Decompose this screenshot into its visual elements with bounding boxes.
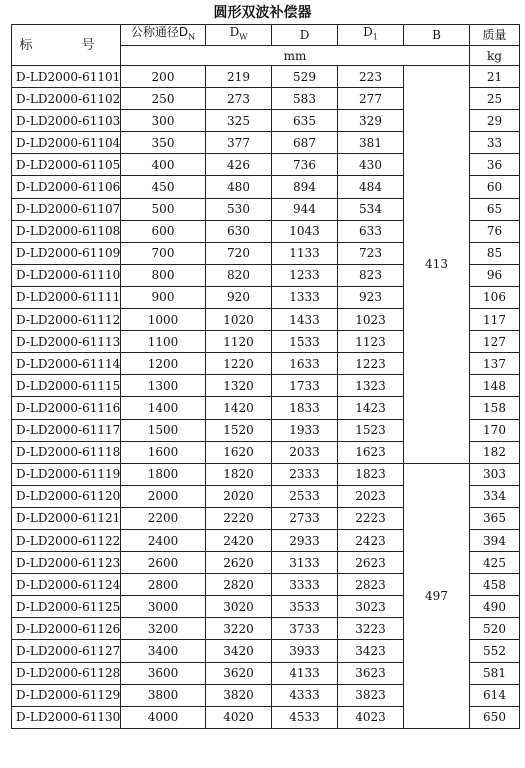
cell-d: 2333 [272, 463, 338, 485]
cell-d1: 3223 [338, 618, 404, 640]
cell-dw: 3620 [206, 662, 272, 684]
cell-dw: 1120 [206, 331, 272, 353]
cell-dw: 2220 [206, 507, 272, 529]
cell-dn: 1400 [121, 397, 206, 419]
cell-dn: 2200 [121, 507, 206, 529]
cell-dw: 4020 [206, 706, 272, 728]
cell-d1: 723 [338, 242, 404, 264]
cell-mass: 106 [470, 286, 520, 308]
cell-dw: 1420 [206, 397, 272, 419]
cell-d: 3333 [272, 574, 338, 596]
cell-d1: 381 [338, 132, 404, 154]
cell-mass: 65 [470, 198, 520, 220]
cell-d1: 2623 [338, 552, 404, 574]
cell-mass: 303 [470, 463, 520, 485]
cell-mass: 425 [470, 552, 520, 574]
cell-dw: 480 [206, 176, 272, 198]
cell-mark: D-LD2000-61101 [12, 66, 121, 88]
cell-dn: 1000 [121, 309, 206, 331]
cell-d: 687 [272, 132, 338, 154]
cell-d1: 329 [338, 110, 404, 132]
cell-mass: 25 [470, 88, 520, 110]
cell-dn: 300 [121, 110, 206, 132]
cell-mark: D-LD2000-61128 [12, 662, 121, 684]
cell-d1: 484 [338, 176, 404, 198]
cell-dw: 3820 [206, 684, 272, 706]
cell-dn: 2000 [121, 485, 206, 507]
cell-dw: 325 [206, 110, 272, 132]
cell-mass: 29 [470, 110, 520, 132]
cell-dw: 377 [206, 132, 272, 154]
cell-dw: 3420 [206, 640, 272, 662]
cell-d: 3133 [272, 552, 338, 574]
cell-dw: 426 [206, 154, 272, 176]
cell-dw: 820 [206, 264, 272, 286]
cell-dn: 600 [121, 220, 206, 242]
table-body [12, 66, 520, 729]
cell-mark: D-LD2000-61110 [12, 264, 121, 286]
cell-mark: D-LD2000-61129 [12, 684, 121, 706]
cell-d1: 2023 [338, 485, 404, 507]
cell-d1: 223 [338, 66, 404, 88]
cell-b-group: 497 [404, 463, 470, 728]
cell-d1: 2823 [338, 574, 404, 596]
cell-d: 1433 [272, 309, 338, 331]
cell-d: 1233 [272, 264, 338, 286]
cell-mark: D-LD2000-61119 [12, 463, 121, 485]
cell-d: 2933 [272, 529, 338, 551]
cell-mass: 650 [470, 706, 520, 728]
cell-d1: 3423 [338, 640, 404, 662]
header-dw: $D_W$ [206, 25, 272, 46]
cell-d1: 1023 [338, 309, 404, 331]
cell-mark: D-LD2000-61103 [12, 110, 121, 132]
cell-d: 2033 [272, 441, 338, 463]
cell-d1: 1223 [338, 353, 404, 375]
cell-d1: 3623 [338, 662, 404, 684]
cell-dn: 2600 [121, 552, 206, 574]
table-row [12, 66, 520, 88]
cell-d: 529 [272, 66, 338, 88]
cell-d1: 4023 [338, 706, 404, 728]
cell-dw: 530 [206, 198, 272, 220]
unit-kg: kg [470, 46, 520, 66]
cell-dn: 3400 [121, 640, 206, 662]
cell-d1: 2423 [338, 529, 404, 551]
cell-dw: 2420 [206, 529, 272, 551]
cell-d: 635 [272, 110, 338, 132]
cell-mark: D-LD2000-61106 [12, 176, 121, 198]
cell-mass: 458 [470, 574, 520, 596]
cell-d: 1043 [272, 220, 338, 242]
cell-mass: 96 [470, 264, 520, 286]
cell-dn: 700 [121, 242, 206, 264]
cell-mark: D-LD2000-61121 [12, 507, 121, 529]
cell-dn: 500 [121, 198, 206, 220]
cell-dw: 920 [206, 286, 272, 308]
cell-dw: 1620 [206, 441, 272, 463]
cell-dw: 1320 [206, 375, 272, 397]
cell-mark: D-LD2000-61114 [12, 353, 121, 375]
cell-mark: D-LD2000-61127 [12, 640, 121, 662]
cell-dn: 350 [121, 132, 206, 154]
cell-dn: 400 [121, 154, 206, 176]
cell-d: 1733 [272, 375, 338, 397]
cell-dn: 4000 [121, 706, 206, 728]
cell-dn: 3200 [121, 618, 206, 640]
cell-dn: 200 [121, 66, 206, 88]
cell-mark: D-LD2000-61109 [12, 242, 121, 264]
cell-d: 4533 [272, 706, 338, 728]
cell-mass: 552 [470, 640, 520, 662]
cell-d: 736 [272, 154, 338, 176]
cell-dn: 3000 [121, 596, 206, 618]
cell-dn: 1200 [121, 353, 206, 375]
cell-dw: 219 [206, 66, 272, 88]
cell-dn: 2800 [121, 574, 206, 596]
spec-table [11, 24, 520, 729]
cell-mark: D-LD2000-61104 [12, 132, 121, 154]
cell-mass: 182 [470, 441, 520, 463]
cell-mark: D-LD2000-61113 [12, 331, 121, 353]
cell-dn: 800 [121, 264, 206, 286]
cell-d: 3533 [272, 596, 338, 618]
cell-dw: 630 [206, 220, 272, 242]
cell-d: 1833 [272, 397, 338, 419]
cell-dn: 1800 [121, 463, 206, 485]
cell-d1: 823 [338, 264, 404, 286]
cell-d: 944 [272, 198, 338, 220]
cell-dn: 250 [121, 88, 206, 110]
cell-d1: 633 [338, 220, 404, 242]
cell-d: 1533 [272, 331, 338, 353]
cell-dw: 720 [206, 242, 272, 264]
cell-d1: 3823 [338, 684, 404, 706]
table-row [12, 463, 520, 485]
cell-mark: D-LD2000-61108 [12, 220, 121, 242]
cell-d: 2733 [272, 507, 338, 529]
cell-d1: 534 [338, 198, 404, 220]
cell-mark: D-LD2000-61120 [12, 485, 121, 507]
cell-mass: 21 [470, 66, 520, 88]
cell-dw: 2020 [206, 485, 272, 507]
header-dn: 公称通径$D_N$ [121, 25, 206, 46]
cell-dw: 2620 [206, 552, 272, 574]
cell-mark: D-LD2000-61122 [12, 529, 121, 551]
cell-d: 2533 [272, 485, 338, 507]
cell-dn: 900 [121, 286, 206, 308]
header-mass: 质量 [470, 25, 520, 46]
cell-mass: 334 [470, 485, 520, 507]
cell-mass: 581 [470, 662, 520, 684]
header-b: B [404, 25, 470, 46]
cell-d1: 1623 [338, 441, 404, 463]
cell-d: 1133 [272, 242, 338, 264]
cell-mark: D-LD2000-61130 [12, 706, 121, 728]
cell-mark: D-LD2000-61112 [12, 309, 121, 331]
unit-mm: mm [121, 46, 470, 66]
cell-mark: D-LD2000-61102 [12, 88, 121, 110]
cell-d: 3733 [272, 618, 338, 640]
cell-mass: 520 [470, 618, 520, 640]
cell-dw: 1820 [206, 463, 272, 485]
cell-mark: D-LD2000-61111 [12, 286, 121, 308]
cell-mass: 85 [470, 242, 520, 264]
cell-mass: 60 [470, 176, 520, 198]
cell-dn: 2400 [121, 529, 206, 551]
cell-dw: 1520 [206, 419, 272, 441]
cell-mark: D-LD2000-61105 [12, 154, 121, 176]
cell-mark: D-LD2000-61116 [12, 397, 121, 419]
cell-mass: 170 [470, 419, 520, 441]
cell-dn: 3800 [121, 684, 206, 706]
cell-mark: D-LD2000-61118 [12, 441, 121, 463]
cell-d1: 1823 [338, 463, 404, 485]
cell-mass: 394 [470, 529, 520, 551]
cell-mark: D-LD2000-61125 [12, 596, 121, 618]
cell-b-group: 413 [404, 66, 470, 464]
cell-dn: 1300 [121, 375, 206, 397]
header-mark: 标 号 [12, 25, 121, 66]
cell-dn: 1500 [121, 419, 206, 441]
cell-d: 1633 [272, 353, 338, 375]
cell-dw: 273 [206, 88, 272, 110]
cell-mass: 148 [470, 375, 520, 397]
cell-dn: 450 [121, 176, 206, 198]
table-header [12, 25, 520, 66]
cell-mass: 36 [470, 154, 520, 176]
cell-dw: 3220 [206, 618, 272, 640]
cell-dw: 2820 [206, 574, 272, 596]
cell-dw: 1220 [206, 353, 272, 375]
cell-d1: 1423 [338, 397, 404, 419]
header-d: D [272, 25, 338, 46]
cell-dw: 1020 [206, 309, 272, 331]
cell-mark: D-LD2000-61124 [12, 574, 121, 596]
cell-dn: 1600 [121, 441, 206, 463]
cell-d1: 923 [338, 286, 404, 308]
cell-d: 894 [272, 176, 338, 198]
cell-mass: 76 [470, 220, 520, 242]
cell-mark: D-LD2000-61115 [12, 375, 121, 397]
cell-mass: 137 [470, 353, 520, 375]
cell-d1: 1323 [338, 375, 404, 397]
cell-mass: 365 [470, 507, 520, 529]
cell-mass: 117 [470, 309, 520, 331]
cell-d: 583 [272, 88, 338, 110]
cell-mass: 614 [470, 684, 520, 706]
cell-d1: 3023 [338, 596, 404, 618]
cell-mark: D-LD2000-61107 [12, 198, 121, 220]
cell-d1: 2223 [338, 507, 404, 529]
cell-mass: 33 [470, 132, 520, 154]
cell-mark: D-LD2000-61117 [12, 419, 121, 441]
cell-dw: 3020 [206, 596, 272, 618]
cell-d: 4333 [272, 684, 338, 706]
cell-d: 1333 [272, 286, 338, 308]
cell-dn: 3600 [121, 662, 206, 684]
cell-d1: 1123 [338, 331, 404, 353]
page-title: 圆形双波补偿器 [213, 5, 312, 21]
cell-d1: 1523 [338, 419, 404, 441]
cell-d: 3933 [272, 640, 338, 662]
cell-d1: 430 [338, 154, 404, 176]
cell-mark: D-LD2000-61123 [12, 552, 121, 574]
cell-d1: 277 [338, 88, 404, 110]
cell-dn: 1100 [121, 331, 206, 353]
cell-mass: 158 [470, 397, 520, 419]
cell-mark: D-LD2000-61126 [12, 618, 121, 640]
cell-mass: 490 [470, 596, 520, 618]
cell-d: 4133 [272, 662, 338, 684]
header-d1: $D_1$ [338, 25, 404, 46]
cell-mass: 127 [470, 331, 520, 353]
cell-d: 1933 [272, 419, 338, 441]
